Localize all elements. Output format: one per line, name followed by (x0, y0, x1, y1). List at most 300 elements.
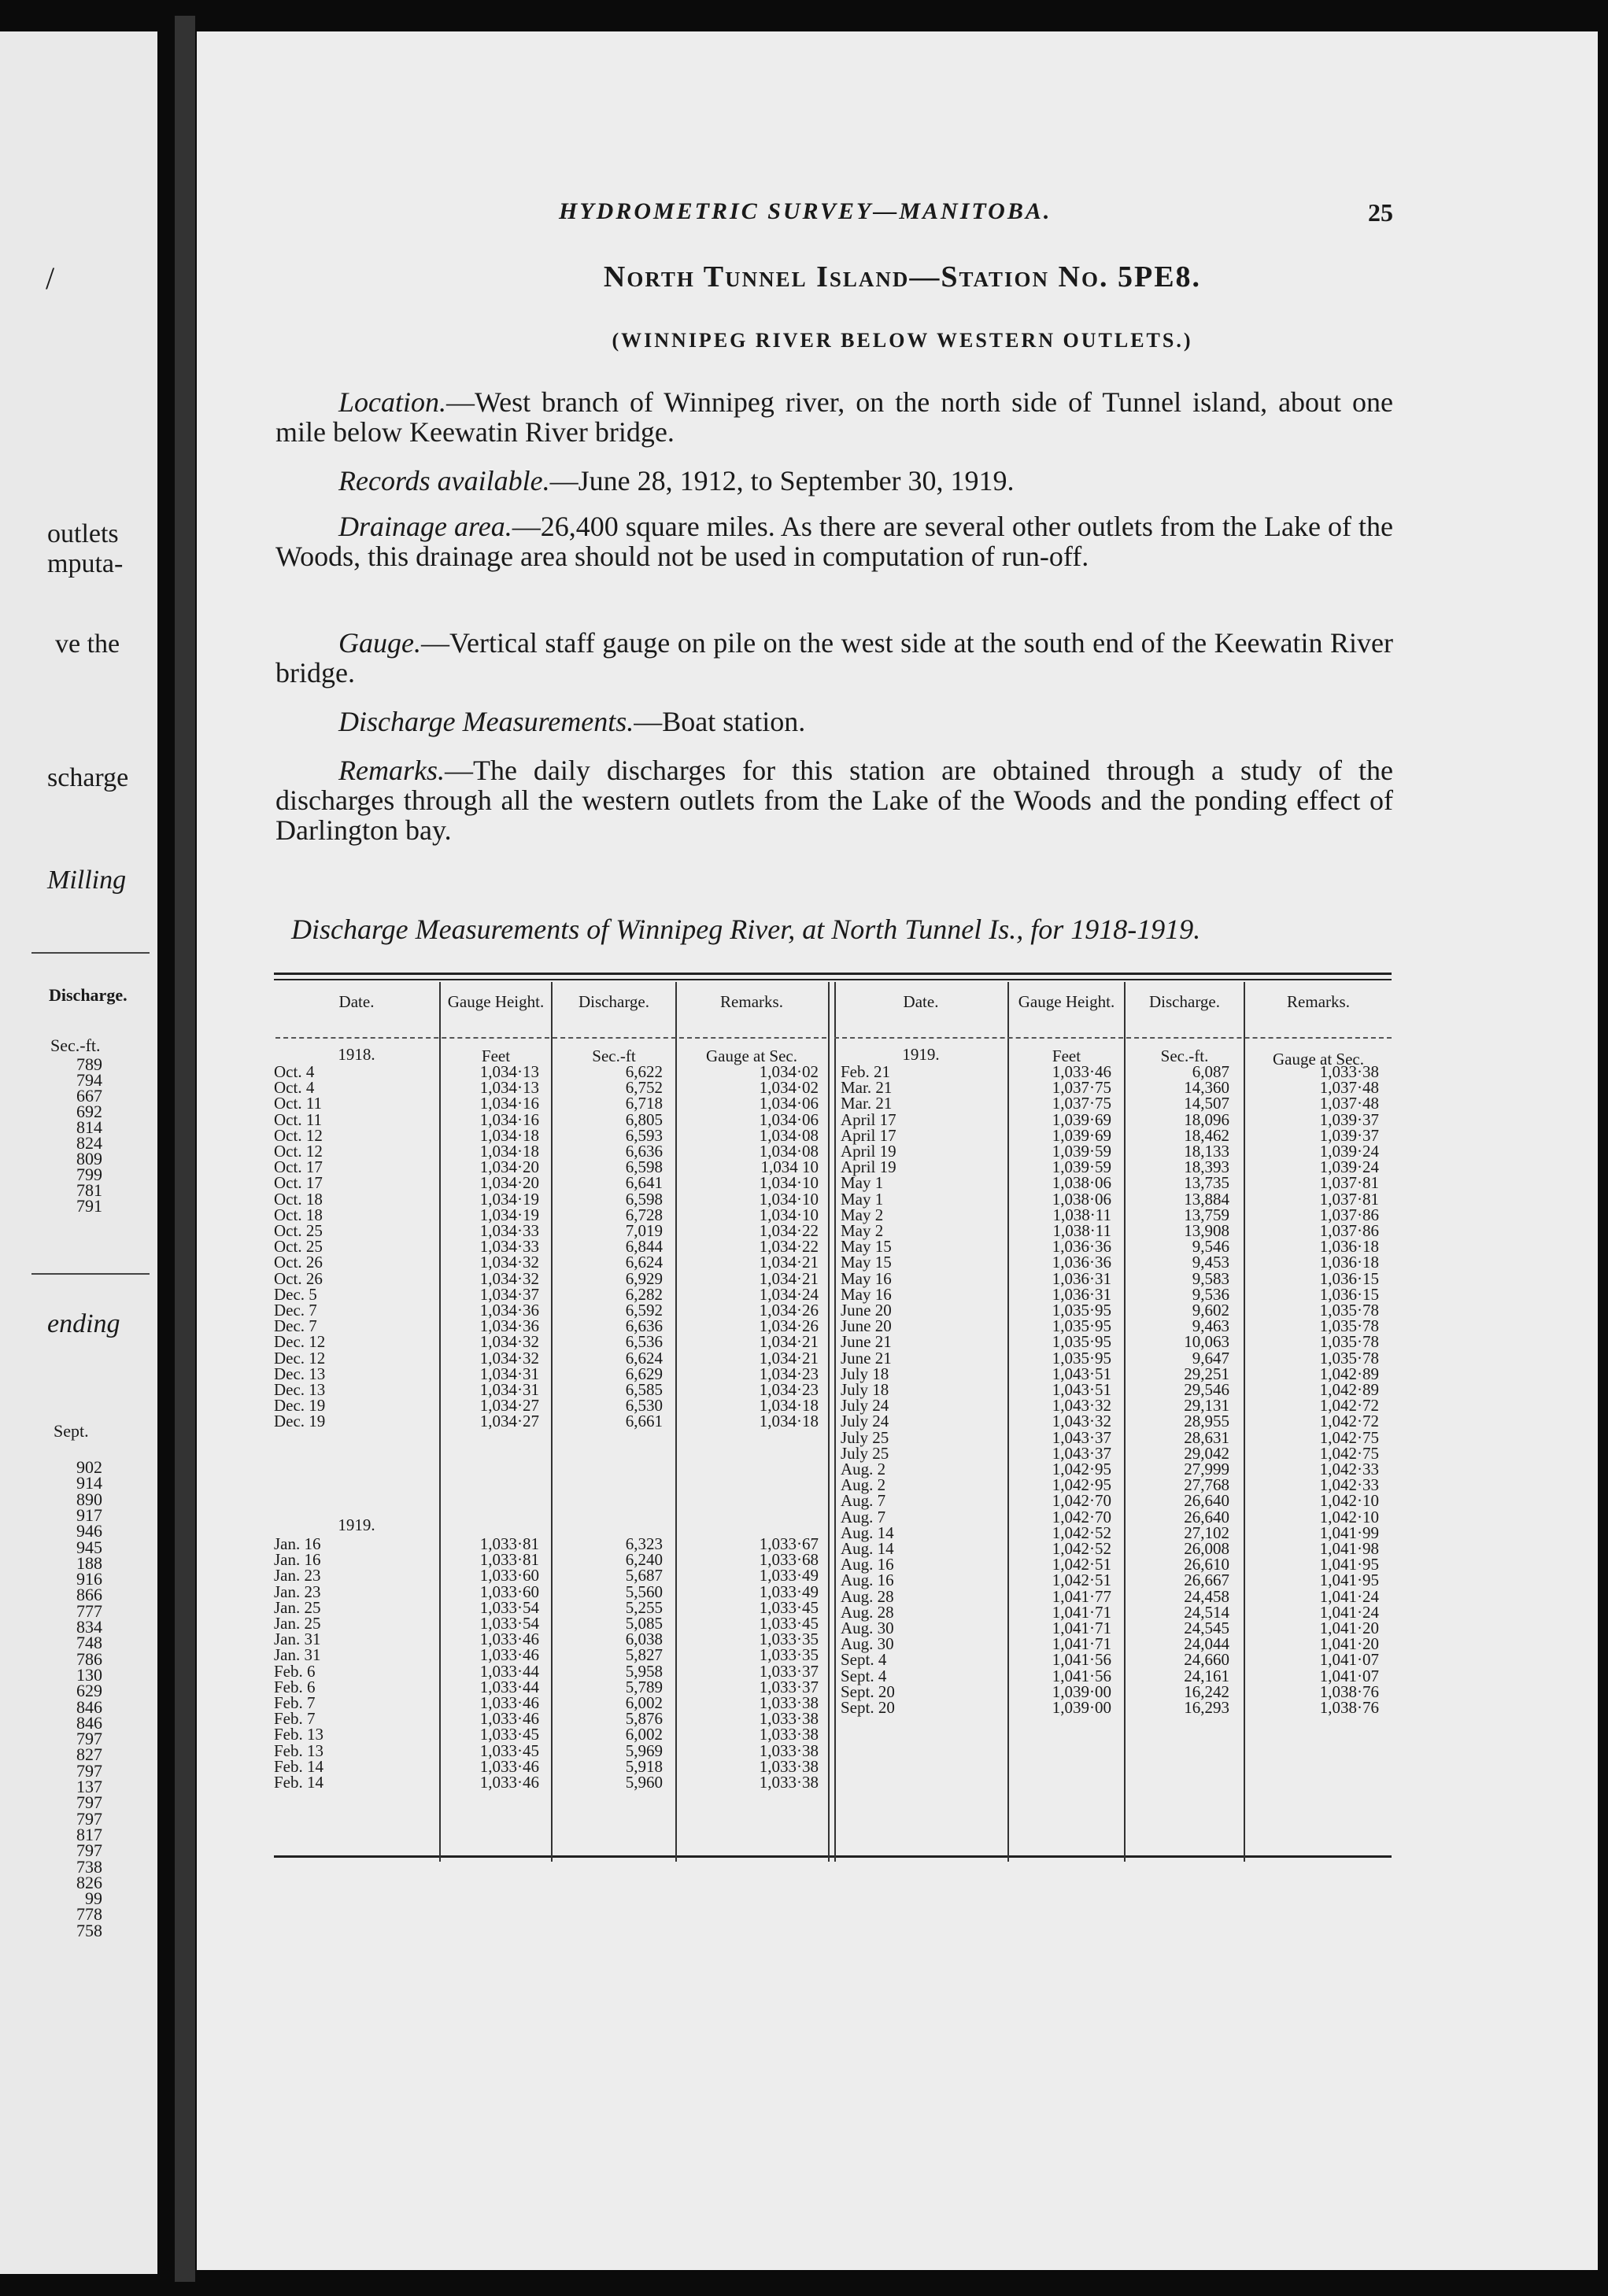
cell-remarks: 1,034·21 (759, 1332, 819, 1352)
cell-date: Feb. 7 (274, 1709, 316, 1729)
cell-remarks: 1,033·67 (759, 1534, 819, 1553)
cell-remarks: 1,037·86 (1319, 1205, 1379, 1224)
cell-remarks: 1,033·35 (759, 1630, 819, 1649)
cell-gauge: 1,033·60 (479, 1566, 539, 1585)
cell-remarks: 1,041·24 (1319, 1602, 1379, 1622)
cell-date: Aug. 28 (841, 1602, 894, 1622)
cell-remarks: 1,033·38 (759, 1725, 819, 1744)
cell-gauge: 1,042·52 (1052, 1539, 1111, 1558)
cell-remarks: 1,034·02 (759, 1078, 819, 1098)
cell-gauge: 1,033·46 (479, 1756, 539, 1776)
cell-discharge: 24,458 (1184, 1586, 1229, 1606)
cell-date: Sept. 20 (841, 1681, 895, 1701)
facing-text-above: ve the (55, 629, 120, 659)
cell-date: Dec. 13 (274, 1380, 326, 1399)
para-remarks: Remarks.—The daily discharges for this station are obtained through a study of the discharges through all the western outlets from the Lake of the Woods and the ponding effect of Darlington bay. (275, 755, 1393, 846)
cell-remarks: 1,038·76 (1319, 1698, 1379, 1717)
cell-discharge: 24,660 (1184, 1650, 1229, 1670)
cell-gauge: 1,042·51 (1052, 1571, 1111, 1590)
cell-remarks: 1,036·15 (1319, 1284, 1379, 1304)
col-header-date: Date. (903, 992, 939, 1011)
cell-gauge: 1,041·71 (1052, 1602, 1111, 1622)
cell-discharge: 9,546 (1192, 1237, 1229, 1257)
facing-col-sept: Sept. (54, 1421, 89, 1441)
cell-date: Aug. 7 (841, 1507, 886, 1526)
cell-remarks: 1,037·81 (1319, 1173, 1379, 1193)
col-header-remarks: Remarks. (720, 992, 783, 1011)
cell-date: Mar. 21 (841, 1094, 893, 1113)
facing-number: 797 (76, 1792, 102, 1813)
cell-remarks: 1,036·15 (1319, 1268, 1379, 1288)
facing-number: 945 (76, 1537, 102, 1557)
cell-gauge: 1,042·70 (1052, 1507, 1111, 1526)
running-header: HYDROMETRIC SURVEY—MANITOBA. (559, 198, 1052, 224)
cell-remarks: 1,035·78 (1319, 1316, 1379, 1336)
unit-label: Sec.-ft (592, 1046, 636, 1065)
cell-date: Dec. 5 (274, 1284, 317, 1304)
cell-discharge: 5,918 (625, 1756, 663, 1776)
cell-gauge: 1,034·27 (479, 1396, 539, 1416)
facing-number: 814 (76, 1117, 102, 1137)
cell-discharge: 29,131 (1184, 1396, 1229, 1416)
facing-number: 797 (76, 1808, 102, 1829)
para-location: Location.—West branch of Winnipeg river, on the north side of Tunnel island, about one mile below Keewatin River bridge. (275, 386, 1393, 448)
cell-gauge: 1,033·81 (479, 1534, 539, 1553)
cell-discharge: 27,768 (1184, 1475, 1229, 1495)
cell-date: May 15 (841, 1237, 892, 1257)
cell-discharge: 9,647 (1192, 1348, 1229, 1368)
cell-discharge: 6,002 (625, 1725, 663, 1744)
cell-date: Jan. 31 (274, 1645, 321, 1665)
cell-date: May 2 (841, 1205, 884, 1224)
cell-gauge: 1,033·45 (479, 1725, 539, 1744)
cell-discharge: 18,462 (1184, 1125, 1229, 1145)
cell-remarks: 1,037·48 (1319, 1094, 1379, 1113)
cell-date: April 19 (841, 1142, 896, 1161)
col-header-discharge: Discharge. (579, 992, 649, 1011)
facing-text-milling: Milling (47, 866, 127, 895)
cell-date: Aug. 2 (841, 1460, 886, 1478)
cell-date: Feb. 13 (274, 1740, 323, 1760)
col-header-gauge: Gauge Height. (447, 992, 545, 1011)
cell-remarks: 1,034·18 (759, 1412, 819, 1431)
cell-gauge: 1,036·31 (1052, 1268, 1111, 1288)
cell-discharge: 14,507 (1184, 1094, 1229, 1113)
cell-remarks: 1,041·20 (1319, 1634, 1379, 1654)
cell-gauge: 1,034·36 (479, 1316, 539, 1336)
cell-remarks: 1,042·72 (1319, 1412, 1379, 1431)
cell-gauge: 1,034·36 (479, 1301, 539, 1320)
facing-page (0, 31, 157, 2274)
cell-discharge: 24,514 (1184, 1602, 1229, 1622)
cell-gauge: 1,034·19 (479, 1189, 539, 1209)
cell-discharge: 9,602 (1192, 1301, 1229, 1320)
cell-date: Oct. 25 (274, 1237, 323, 1257)
cell-gauge: 1,035·95 (1052, 1301, 1111, 1320)
col-rule-double (828, 982, 836, 1862)
cell-gauge: 1,043·32 (1052, 1396, 1111, 1416)
cell-date: Oct. 4 (274, 1078, 315, 1098)
cell-remarks: 1,034 10 (760, 1157, 819, 1177)
cell-date: Aug. 14 (841, 1539, 894, 1558)
cell-remarks: 1,041·20 (1319, 1619, 1379, 1637)
cell-date: June 20 (841, 1301, 892, 1320)
cell-remarks: 1,034·26 (759, 1316, 819, 1336)
cell-gauge: 1,039·00 (1052, 1681, 1111, 1701)
cell-date: May 2 (841, 1221, 884, 1240)
facing-number: 188 (76, 1552, 102, 1573)
facing-number: 667 (76, 1086, 102, 1106)
facing-text-ending: ending (47, 1309, 120, 1338)
cell-remarks: 1,034·06 (759, 1094, 819, 1113)
cell-remarks: 1,033·49 (759, 1566, 819, 1585)
cell-gauge: 1,038·11 (1052, 1221, 1111, 1240)
cell-remarks: 1,039·24 (1319, 1157, 1379, 1177)
cell-date: Oct. 4 (274, 1062, 315, 1081)
cell-remarks: 1,033·68 (759, 1550, 819, 1570)
facing-number: 914 (76, 1473, 102, 1493)
cell-remarks: 1,041·99 (1319, 1523, 1379, 1542)
cell-date: Aug. 14 (841, 1523, 894, 1542)
cell-discharge: 5,969 (625, 1740, 663, 1760)
cell-date: Feb. 7 (274, 1693, 316, 1712)
cell-remarks: 1,037·86 (1319, 1221, 1379, 1240)
cell-discharge: 6,038 (625, 1630, 663, 1649)
facing-number: 786 (76, 1648, 102, 1669)
cell-gauge: 1,034·20 (479, 1173, 539, 1193)
cell-gauge: 1,034·32 (479, 1332, 539, 1352)
cell-remarks: 1,033·49 (759, 1582, 819, 1601)
cell-date: Feb. 21 (841, 1062, 890, 1081)
cell-date: Jan. 16 (274, 1550, 321, 1570)
cell-gauge: 1,034·32 (479, 1253, 539, 1272)
cell-date: Oct. 17 (274, 1157, 323, 1177)
cell-date: June 21 (841, 1332, 892, 1352)
cell-remarks: 1,033·38 (759, 1756, 819, 1776)
cell-date: Jan. 23 (274, 1582, 321, 1601)
cell-gauge: 1,034·13 (479, 1062, 539, 1081)
unit-label: Gauge at Sec. (705, 1046, 798, 1065)
cell-date: Oct. 12 (274, 1125, 323, 1145)
cell-gauge: 1,034·32 (479, 1348, 539, 1368)
cell-date: April 17 (841, 1125, 896, 1145)
cell-gauge: 1,042·95 (1052, 1460, 1111, 1478)
cell-date: July 24 (841, 1396, 889, 1416)
cell-remarks: 1,034·10 (759, 1189, 819, 1209)
cell-date: Dec. 19 (274, 1412, 326, 1431)
cell-discharge: 13,735 (1184, 1173, 1229, 1193)
facing-number: 834 (76, 1617, 102, 1637)
facing-number: 846 (76, 1696, 102, 1717)
cell-gauge: 1,037·75 (1052, 1078, 1111, 1098)
cell-date: June 21 (841, 1348, 892, 1368)
cell-discharge: 14,360 (1184, 1078, 1229, 1098)
cell-date: Oct. 26 (274, 1253, 323, 1272)
cell-remarks: 1,035·78 (1319, 1301, 1379, 1320)
cell-gauge: 1,039·59 (1052, 1157, 1111, 1177)
cell-discharge: 6,636 (625, 1142, 663, 1161)
cell-date: Mar. 21 (841, 1078, 893, 1098)
cell-discharge: 7,019 (625, 1221, 663, 1240)
cell-remarks: 1,033·35 (759, 1645, 819, 1665)
cell-discharge: 6,636 (625, 1316, 663, 1336)
cell-date: Feb. 13 (274, 1725, 323, 1744)
col-header-date: Date. (338, 992, 375, 1011)
cell-date: June 20 (841, 1316, 892, 1336)
cell-gauge: 1,034·19 (479, 1205, 539, 1224)
cell-gauge: 1,034·13 (479, 1078, 539, 1098)
facing-number: 809 (76, 1149, 102, 1168)
cell-gauge: 1,037·75 (1052, 1094, 1111, 1113)
facing-number: 99 (85, 1888, 102, 1909)
cell-discharge: 29,546 (1184, 1380, 1229, 1399)
cell-date: Dec. 12 (274, 1332, 326, 1352)
unit-label: Feet (1052, 1046, 1081, 1065)
cell-remarks: 1,034·22 (759, 1221, 819, 1240)
cell-discharge: 29,251 (1184, 1364, 1229, 1383)
cell-discharge: 6,530 (625, 1396, 663, 1416)
cell-discharge: 16,242 (1184, 1681, 1229, 1701)
cell-gauge: 1,033·46 (479, 1709, 539, 1729)
facing-number: 794 (76, 1070, 102, 1090)
cell-remarks: 1,042·75 (1319, 1443, 1379, 1463)
cell-date: Dec. 7 (274, 1301, 317, 1320)
cell-date: Dec. 19 (274, 1396, 326, 1416)
cell-discharge: 18,393 (1184, 1157, 1229, 1177)
facing-number: 791 (76, 1196, 102, 1216)
cell-gauge: 1,033·46 (1052, 1062, 1111, 1081)
cell-discharge: 29,042 (1184, 1443, 1229, 1463)
cell-remarks: 1,042·10 (1319, 1491, 1379, 1511)
cell-discharge: 6,624 (625, 1253, 663, 1272)
cell-date: Oct. 17 (274, 1173, 323, 1193)
cell-gauge: 1,033·44 (479, 1661, 539, 1681)
cell-remarks: 1,034·02 (759, 1062, 819, 1081)
cell-date: July 18 (841, 1380, 889, 1399)
cell-discharge: 5,085 (625, 1614, 663, 1633)
cell-remarks: 1,042·89 (1319, 1380, 1379, 1399)
mark-slash: / (46, 260, 55, 296)
facing-number: 916 (76, 1569, 102, 1589)
header-dash-rule (834, 1037, 1392, 1039)
cell-gauge: 1,042·51 (1052, 1555, 1111, 1574)
cell-date: Jan. 16 (274, 1534, 321, 1553)
cell-discharge: 5,560 (625, 1582, 663, 1601)
facing-number: 946 (76, 1521, 102, 1541)
cell-remarks: 1,033·38 (759, 1693, 819, 1712)
cell-gauge: 1,036·36 (1052, 1237, 1111, 1257)
cell-remarks: 1,034·08 (759, 1125, 819, 1145)
cell-remarks: 1,042·33 (1319, 1460, 1379, 1478)
cell-date: May 1 (841, 1189, 884, 1209)
cell-gauge: 1,034·37 (479, 1284, 539, 1304)
facing-number: 827 (76, 1744, 102, 1765)
cell-discharge: 6,536 (625, 1332, 663, 1352)
cell-discharge: 6,752 (625, 1078, 663, 1098)
cell-gauge: 1,033·46 (479, 1645, 539, 1665)
cell-date: Oct. 18 (274, 1205, 323, 1224)
cell-remarks: 1,034·21 (759, 1253, 819, 1272)
cell-discharge: 6,728 (625, 1205, 663, 1224)
facing-number: 902 (76, 1457, 102, 1477)
table-top-rule (274, 973, 1392, 975)
year-label: 1919. (338, 1515, 375, 1534)
cell-date: Sept. 4 (841, 1650, 887, 1670)
cell-remarks: 1,041·95 (1319, 1555, 1379, 1574)
cell-remarks: 1,034·10 (759, 1173, 819, 1193)
cell-discharge: 6,598 (625, 1157, 663, 1177)
cell-discharge: 28,631 (1184, 1427, 1229, 1447)
facing-number: 797 (76, 1840, 102, 1861)
cell-gauge: 1,042·95 (1052, 1475, 1111, 1495)
cell-date: Feb. 14 (274, 1756, 323, 1776)
cell-discharge: 6,805 (625, 1109, 663, 1129)
cell-date: Oct. 11 (274, 1094, 323, 1113)
facing-number: 758 (76, 1920, 102, 1940)
col-header-discharge: Discharge. (1149, 992, 1220, 1011)
cell-date: Aug. 30 (841, 1619, 894, 1637)
cell-remarks: 1,034·23 (759, 1364, 819, 1383)
cell-discharge: 6,929 (625, 1268, 663, 1288)
para-gauge: Gauge.—Vertical staff gauge on pile on the west side at the south end of the Keewatin River bridge. (275, 627, 1393, 688)
cell-gauge: 1,034·33 (479, 1237, 539, 1257)
para-drainage: Drainage area.—26,400 square miles. As there are several other outlets from the Lake of the Woods, this drainage area should not be used in computation of run-off. (275, 511, 1394, 572)
cell-gauge: 1,036·31 (1052, 1284, 1111, 1304)
cell-date: Feb. 14 (274, 1773, 323, 1792)
cell-date: Oct. 11 (274, 1109, 323, 1129)
facing-number: 130 (76, 1664, 102, 1685)
facing-number: 778 (76, 1904, 102, 1925)
cell-date: Dec. 12 (274, 1348, 326, 1368)
table-top-rule-2 (274, 979, 1392, 980)
cell-gauge: 1,033·81 (479, 1550, 539, 1570)
cell-remarks: 1,033·37 (759, 1661, 819, 1681)
cell-gauge: 1,034·20 (479, 1157, 539, 1177)
cell-remarks: 1,039·37 (1319, 1125, 1379, 1145)
cell-date: May 15 (841, 1253, 892, 1272)
cell-discharge: 6,598 (625, 1189, 663, 1209)
cell-gauge: 1,036·36 (1052, 1253, 1111, 1272)
cell-discharge: 28,955 (1184, 1412, 1229, 1431)
cell-remarks: 1,034·10 (759, 1205, 819, 1224)
cell-discharge: 5,958 (625, 1661, 663, 1681)
cell-discharge: 6,323 (625, 1534, 663, 1553)
cell-gauge: 1,041·56 (1052, 1650, 1111, 1670)
facing-col-secft: Sec.-ft. (50, 1035, 101, 1055)
facing-number: 738 (76, 1856, 102, 1877)
cell-gauge: 1,043·37 (1052, 1443, 1111, 1463)
cell-remarks: 1,034·06 (759, 1109, 819, 1129)
cell-gauge: 1,038·11 (1052, 1205, 1111, 1224)
cell-remarks: 1,034·22 (759, 1237, 819, 1257)
cell-date: Feb. 6 (274, 1677, 316, 1696)
cell-discharge: 27,102 (1184, 1523, 1229, 1542)
cell-remarks: 1,033·37 (759, 1677, 819, 1696)
cell-gauge: 1,033·45 (479, 1740, 539, 1760)
cell-discharge: 9,463 (1192, 1316, 1229, 1336)
cell-remarks: 1,033·45 (759, 1614, 819, 1633)
cell-discharge: 5,687 (625, 1566, 663, 1585)
header-dash-rule (275, 1037, 826, 1039)
cell-gauge: 1,033·54 (479, 1614, 539, 1633)
para-discharge-measurements: Discharge Measurements.—Boat station. (338, 706, 806, 737)
facing-number: 797 (76, 1729, 102, 1749)
facing-number: 824 (76, 1133, 102, 1153)
cell-discharge: 6,087 (1192, 1062, 1229, 1081)
cell-gauge: 1,039·69 (1052, 1125, 1111, 1145)
cell-discharge: 6,002 (625, 1693, 663, 1712)
cell-discharge: 6,593 (625, 1125, 663, 1145)
cell-gauge: 1,041·71 (1052, 1634, 1111, 1654)
station-subtitle: (WINNIPEG RIVER BELOW WESTERN OUTLETS.) (612, 329, 1193, 352)
cell-remarks: 1,037·81 (1319, 1189, 1379, 1209)
cell-remarks: 1,033·45 (759, 1597, 819, 1617)
cell-date: Feb. 6 (274, 1661, 316, 1681)
cell-date: Aug. 28 (841, 1586, 894, 1606)
cell-gauge: 1,033·46 (479, 1773, 539, 1792)
cell-discharge: 26,667 (1184, 1571, 1229, 1590)
cell-discharge: 6,661 (625, 1412, 663, 1431)
cell-gauge: 1,035·95 (1052, 1348, 1111, 1368)
facing-number: 137 (76, 1777, 102, 1796)
cell-remarks: 1,033·38 (759, 1740, 819, 1760)
cell-gauge: 1,034·27 (479, 1412, 539, 1431)
cell-gauge: 1,034·18 (479, 1125, 539, 1145)
cell-remarks: 1,033·38 (759, 1709, 819, 1729)
cell-date: July 24 (841, 1412, 889, 1431)
cell-discharge: 5,876 (625, 1709, 663, 1729)
binding-gutter (175, 16, 195, 2282)
station-title: North Tunnel Island—Station No. 5PE8. (603, 260, 1202, 293)
cell-discharge: 6,240 (625, 1550, 663, 1570)
cell-remarks: 1,042·89 (1319, 1364, 1379, 1383)
cell-date: Oct. 26 (274, 1268, 323, 1288)
cell-gauge: 1,039·59 (1052, 1142, 1111, 1161)
cell-remarks: 1,034·08 (759, 1142, 819, 1161)
cell-date: May 16 (841, 1284, 892, 1304)
cell-gauge: 1,034·16 (479, 1109, 539, 1129)
cell-discharge: 10,063 (1184, 1332, 1229, 1352)
cell-discharge: 13,908 (1184, 1221, 1229, 1240)
cell-discharge: 5,827 (625, 1645, 663, 1665)
facing-number: 799 (76, 1165, 102, 1184)
cell-date: Aug. 16 (841, 1571, 894, 1590)
cell-discharge: 16,293 (1184, 1698, 1229, 1717)
cell-gauge: 1,033·44 (479, 1677, 539, 1696)
cell-date: Dec. 13 (274, 1364, 326, 1383)
cell-date: May 16 (841, 1268, 892, 1288)
cell-gauge: 1,033·46 (479, 1630, 539, 1649)
facing-number: 817 (76, 1824, 102, 1844)
cell-date: July 25 (841, 1427, 889, 1447)
cell-gauge: 1,038·06 (1052, 1189, 1111, 1209)
cell-date: July 25 (841, 1443, 889, 1463)
cell-remarks: 1,033·38 (759, 1773, 819, 1792)
cell-remarks: 1,042·75 (1319, 1427, 1379, 1447)
cell-discharge: 13,884 (1184, 1189, 1229, 1209)
cell-gauge: 1,034·31 (479, 1380, 539, 1399)
cell-gauge: 1,042·70 (1052, 1491, 1111, 1511)
cell-discharge: 9,536 (1192, 1284, 1229, 1304)
para-records: Records available.—June 28, 1912, to September 30, 1919. (338, 465, 1015, 496)
cell-gauge: 1,034·18 (479, 1142, 539, 1161)
facing-text-computa: mputa- (47, 549, 124, 578)
cell-date: Aug. 7 (841, 1491, 886, 1511)
facing-number: 789 (76, 1054, 102, 1074)
cell-gauge: 1,034·32 (479, 1268, 539, 1288)
cell-discharge: 6,718 (625, 1094, 663, 1113)
cell-discharge: 24,161 (1184, 1666, 1229, 1685)
